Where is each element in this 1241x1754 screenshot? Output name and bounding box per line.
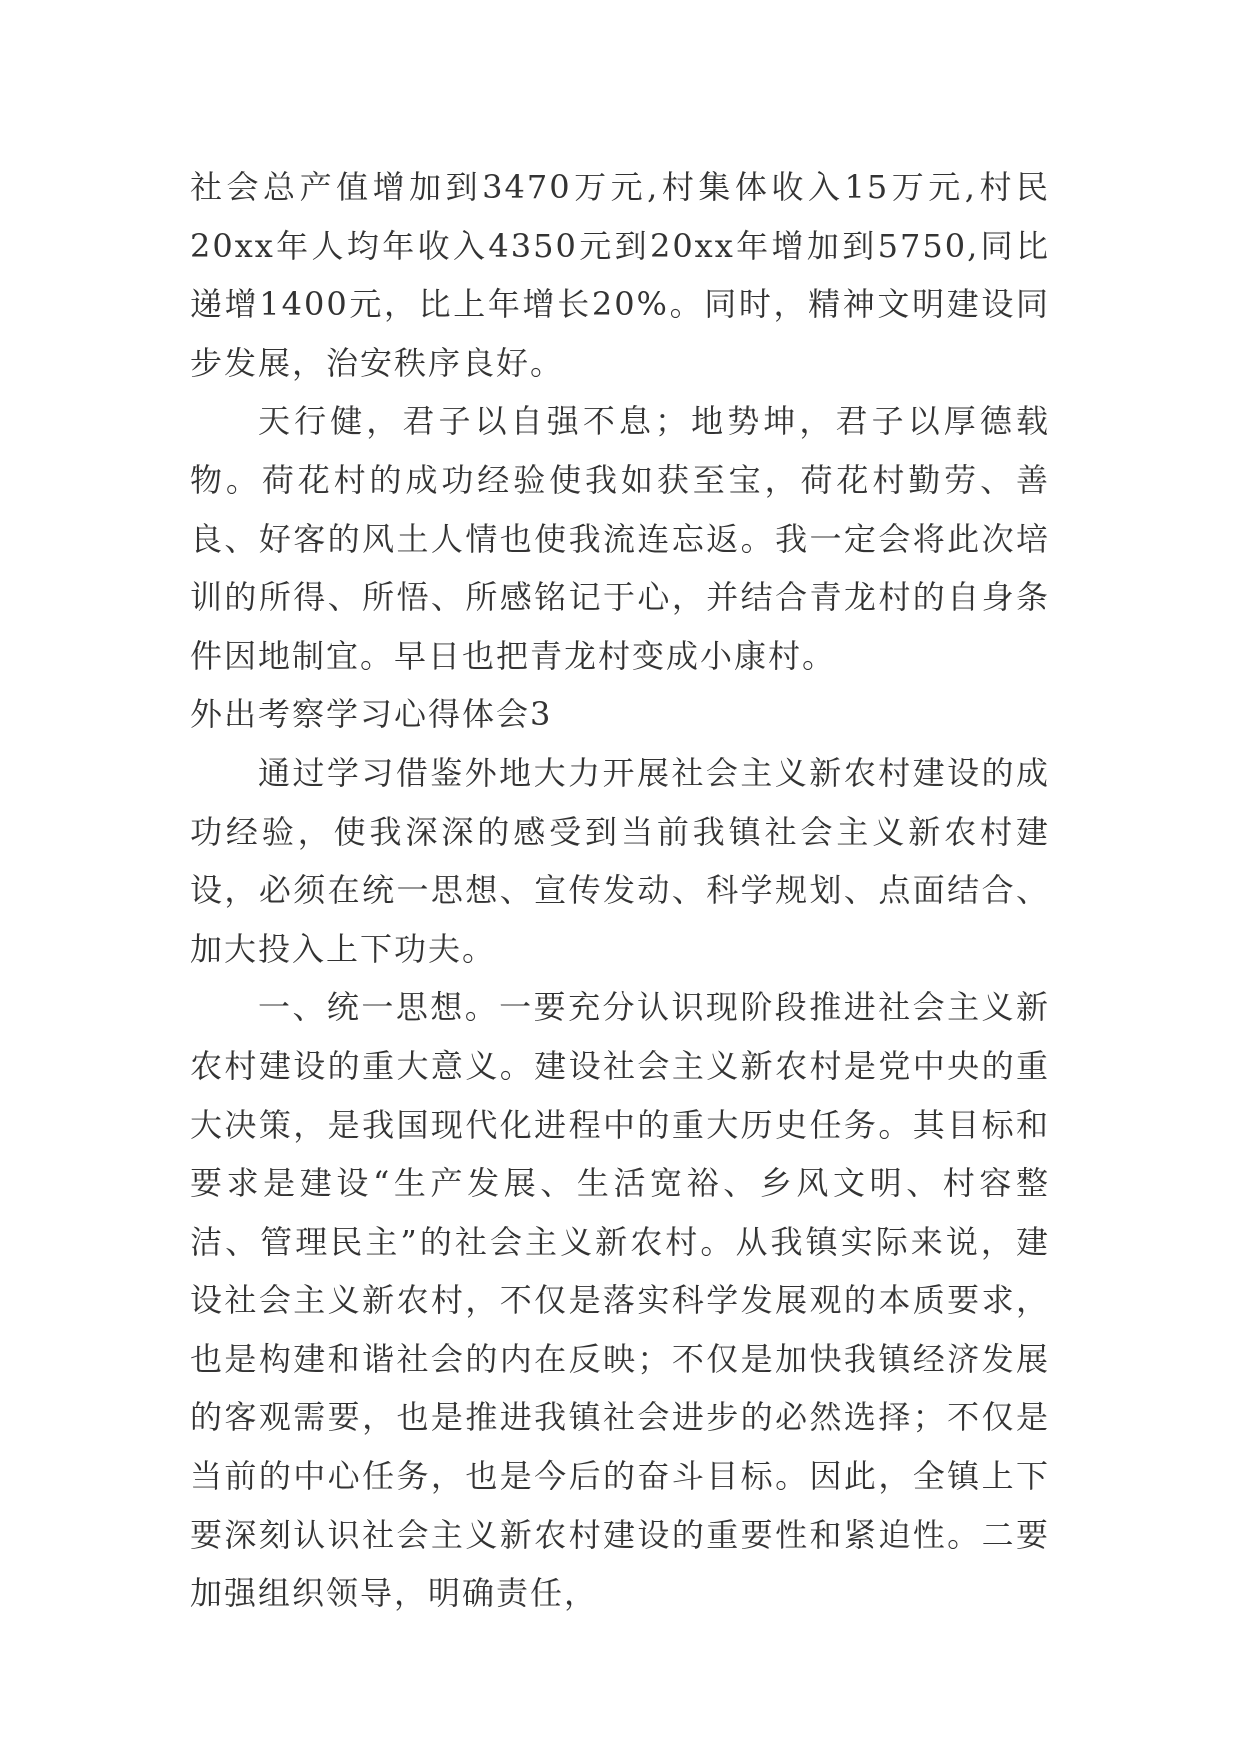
document-body bbox=[190, 158, 1050, 1623]
paragraph-body: 通过学习借鉴外地大力开展社会主义新农村建设的成功经验，使我深深的感受到当前我镇社会主义新农村建设，必须在统一思想、宣传发动、科学规划、点面结合、加大投入上下功夫。 bbox=[190, 753, 1050, 968]
paragraph-body: 天行健，君子以自强不息；地势坤，君子以厚德载物。荷花村的成功经验使我如获至宝，荷花村勤劳、善良、好客的风土人情也使我流连忘返。我一定会将此次培训的所得、所悟、所感铭记于心，并结合青龙村的自身条件因地制宜。早日也把青龙村变成小康村。 bbox=[190, 402, 1050, 675]
section-heading: 外出考察学习心得体会3 bbox=[190, 695, 553, 734]
paragraph-continuation: 社会总产值增加到3470万元,村集体收入15万元,村民20xx年人均年收入4350元到20xx年增加到5750,同比递增1400元，比上年增长20%。同时，精神文明建设同步发展，治安秩序良好。 bbox=[190, 168, 1050, 382]
paragraph-body: 一、统一思想。一要充分认识现阶段推进社会主义新农村建设的重大意义。建设社会主义新农村是党中央的重大决策，是我国现代化进程中的重大历史任务。其目标和要求是建设“生产发展、生活宽裕、乡风文明、村容整洁、管理民主”的社会主义新农村。从我镇实际来说，建设社会主义新农村，不仅是落实科学发展观的本质要求，也是构建和谐社会的内在反映；不仅是加快我镇经济发展的客观需要，也是推进我镇社会进步的必然选择；不仅是当前的中心任务，也是今后的奋斗目标。因此，全镇上下要深刻认识社会主义新农村建设的重要性和紧迫性。二要加强组织领导，明确责任， bbox=[190, 988, 1050, 1613]
